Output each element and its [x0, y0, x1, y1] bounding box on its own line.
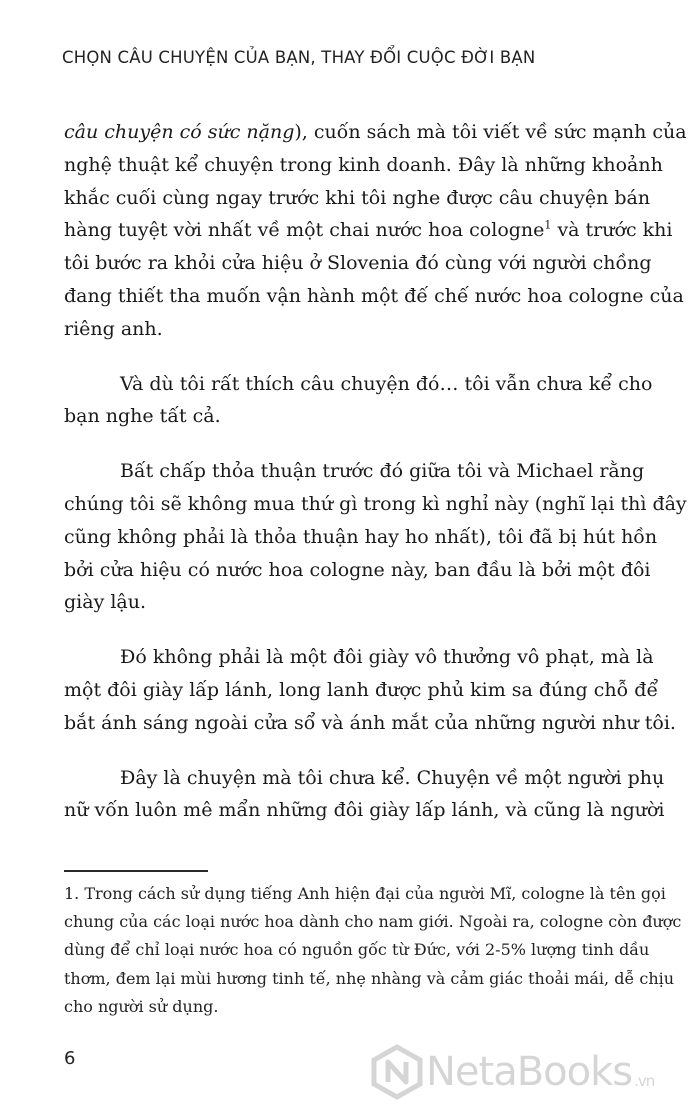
text-line: nữ vốn luôn mê mẩn những đôi giày lấp lánh, và cũng là người: [64, 799, 665, 822]
running-header: CHỌN CÂU CHUYỆN CỦA BẠN, THAY ĐỔI CUỘC ĐỜI BẠN: [62, 48, 536, 67]
page-number: 6: [64, 1048, 76, 1069]
text-line: Bất chấp thỏa thuận trước đó giữa tôi và Michael rằng: [120, 460, 645, 483]
text-line: một đôi giày lấp lánh, long lanh được phủ kim sa đúng chỗ để: [64, 678, 659, 701]
text-line: chúng tôi sẽ không mua thứ gì trong kì nghỉ này (nghĩ lại thì đây: [64, 492, 687, 515]
footnote-line: chung của các loại nước hoa dành cho nam giới. Ngoài ra, cologne còn được: [64, 912, 682, 932]
text-line: Đây là chuyện mà tôi chưa kể. Chuyện về một người phụ: [120, 766, 665, 789]
text-line: đang thiết tha muốn vận hành một đế chế nước hoa cologne của: [64, 284, 684, 307]
text-line: khắc cuối cùng ngay trước khi tôi nghe được câu chuyện bán: [64, 186, 651, 209]
watermark-brand: NetaBooks: [426, 1049, 633, 1095]
footnote-line: cho người sử dụng.: [64, 996, 219, 1016]
footnote: [64, 880, 694, 1021]
text-line: Và dù tôi rất thích câu chuyện đó… tôi vẫn chưa kể cho: [120, 372, 653, 395]
footnote-line: dùng để chỉ loại nước hoa có nguồn gốc từ Đức, với 2-5% lượng tinh dầu: [64, 940, 650, 960]
watermark: [370, 1042, 700, 1102]
italic-title: câu chuyện có sức nặng: [64, 121, 295, 143]
text-line: giày lậu.: [64, 591, 147, 614]
footnote-ref[interactable]: 1: [544, 219, 552, 233]
footnote-divider: [64, 870, 208, 872]
text-line: bởi cửa hiệu có nước hoa cologne này, ban đầu là bởi một đôi: [64, 558, 651, 581]
text-line: cũng không phải là thỏa thuận hay ho nhất), tôi đã bị hút hồn: [64, 525, 658, 548]
text-line: hàng tuyệt vời nhất về một chai nước hoa cologne$^1$ và trước khi: [64, 219, 673, 242]
text-line: Đó không phải là một đôi giày vô thưởng vô phạt, mà là: [120, 646, 654, 669]
text-line: bạn nghe tất cả.: [64, 405, 221, 428]
text-line: tôi bước ra khỏi cửa hiệu ở Slovenia đó cùng với người chồng: [64, 252, 652, 275]
netabooks-logo-icon: [370, 1044, 424, 1100]
body-text: [64, 116, 694, 827]
text-line: câu chuyện có sức nặng), cuốn sách mà tôi viết về sức mạnh của: [64, 121, 687, 143]
text-line: riêng anh.: [64, 317, 163, 340]
footnote-line: thơm, đem lại mùi hương tinh tế, nhẹ nhàng và cảm giác thoải mái, dễ chịu: [64, 968, 675, 988]
watermark-suffix: .vn: [634, 1072, 655, 1090]
footnote-line: 1. Trong cách sử dụng tiếng Anh hiện đại của người Mĩ, cologne là tên gọi: [64, 884, 666, 903]
text-line: nghệ thuật kể chuyện trong kinh doanh. Đây là những khoảnh: [64, 153, 663, 176]
text-line: bắt ánh sáng ngoài cửa sổ và ánh mắt của những người như tôi.: [64, 711, 676, 734]
